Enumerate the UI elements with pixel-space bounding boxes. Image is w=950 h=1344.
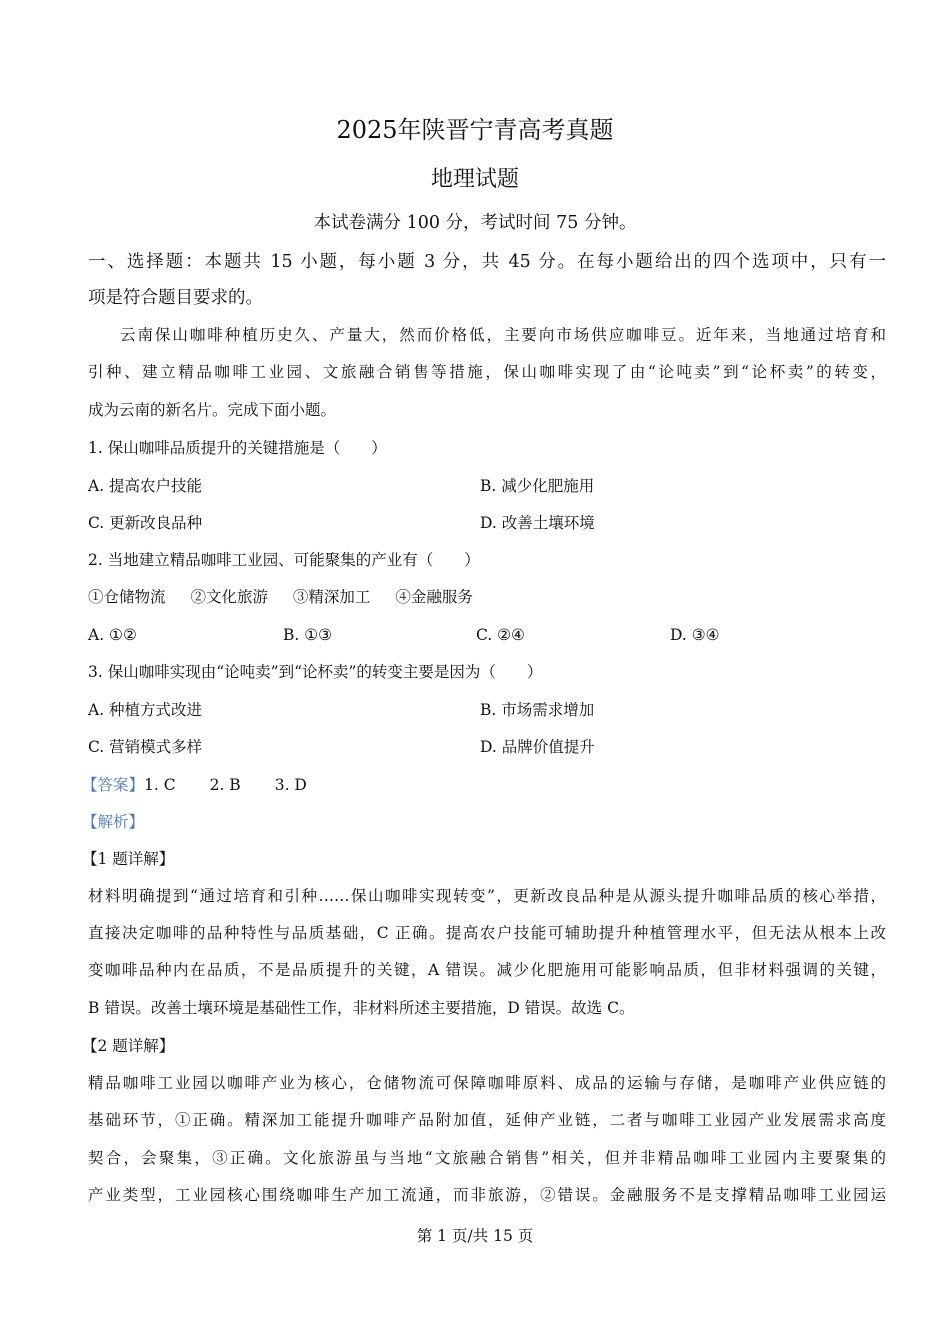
answer-line bbox=[82, 774, 307, 796]
detail-line: 材料明确提到“通过培育和引种……保山咖啡实现转变”，更新改良品种是从源头提升咖啡品质的核心举措， bbox=[88, 887, 886, 905]
q2-option-b: B. ①③ bbox=[283, 626, 333, 644]
q2-option-c: C. ②④ bbox=[476, 626, 525, 644]
q1-options-row bbox=[88, 475, 886, 497]
passage-line: 成为云南的新名片。完成下面小题。 bbox=[88, 401, 337, 419]
q1-option-b: B. 减少化肥施用 bbox=[480, 477, 595, 495]
page-title: 2025年陕晋宁青高考真题 bbox=[336, 116, 614, 144]
q3-option-b: B. 市场需求增加 bbox=[480, 701, 595, 719]
page-footer: 第 1 页/共 15 页 bbox=[416, 1227, 534, 1245]
q1-option-d: D. 改善土壤环境 bbox=[480, 514, 595, 532]
detail1-label: 【1 题详解】 bbox=[82, 850, 175, 868]
detail-line: 直接决定咖啡的品种特性与品质基础，C 正确。提高农户技能可辅助提升种植管理水平，但无法从根本上改 bbox=[88, 924, 886, 942]
q1-option-a: A. 提高农户技能 bbox=[88, 477, 203, 495]
analysis-label: 【解析】 bbox=[82, 813, 145, 831]
q2-option-a: A. ①② bbox=[88, 626, 137, 644]
q2-options-row bbox=[88, 624, 886, 646]
detail-line: 基础环节，①正确。精深加工能提升咖啡产品附加值，延伸产业链，二者与咖啡工业园产业发展需求高度 bbox=[88, 1111, 886, 1129]
answer-value: 1. C bbox=[144, 776, 176, 794]
q3-option-d: D. 品牌价值提升 bbox=[480, 738, 595, 756]
q3-option-a: A. 种植方式改进 bbox=[88, 701, 203, 719]
q3-options-row bbox=[88, 699, 886, 721]
subject-title: 地理试题 bbox=[430, 167, 519, 192]
q3-options-row bbox=[88, 736, 886, 758]
section-heading-line: 一、选择题：本题共 15 小题，每小题 3 分，共 45 分。在每小题给出的四个选项中，只有一 bbox=[88, 252, 886, 272]
detail-line: 契合，会聚集，③正确。文化旅游虽与当地“文旅融合销售”相关，但并非精品咖啡工业园内主要聚集的 bbox=[88, 1149, 886, 1167]
q2-item: ①仓储物流 bbox=[88, 588, 166, 606]
q2-items bbox=[88, 586, 473, 608]
detail-line: B 错误。改善土壤环境是基础性工作，非材料所述主要措施，D 错误。故选 C。 bbox=[88, 999, 635, 1017]
q2-item: ③精深加工 bbox=[292, 588, 371, 606]
answer-value: 3. D bbox=[274, 776, 307, 794]
q2-item: ④金融服务 bbox=[395, 588, 473, 606]
passage-line: 引种、建立精品咖啡工业园、文旅融合销售等措施，保山咖啡实现了由“论吨卖”到“论杯卖”的转变， bbox=[88, 363, 886, 381]
detail-line: 产业类型，工业园核心围绕咖啡生产加工流通，而非旅游，②错误。金融服务不是支撑精品咖啡工业园运 bbox=[88, 1186, 886, 1204]
q2-item: ②文化旅游 bbox=[190, 588, 268, 606]
section-heading-line: 项是符合题目要求的。 bbox=[88, 288, 263, 308]
detail-line: 变咖啡品种内在品质，不是品质提升的关键，A 错误。减少化肥施用可能影响品质，但非材料强调的关键， bbox=[88, 961, 886, 979]
q2-stem: 2. 当地建立精品咖啡工业园、可能聚集的产业有（ ） bbox=[88, 551, 480, 569]
detail-line: 精品咖啡工业园以咖啡产业为核心，仓储物流可保障咖啡原料、成品的运输与存储，是咖啡产业供应链的 bbox=[88, 1074, 886, 1092]
exam-info: 本试卷满分 100 分，考试时间 75 分钟。 bbox=[313, 213, 637, 233]
q1-option-c: C. 更新改良品种 bbox=[88, 514, 203, 532]
answer-label: 【答案】 bbox=[82, 776, 145, 794]
detail2-label: 【2 题详解】 bbox=[82, 1037, 175, 1055]
q3-option-c: C. 营销模式多样 bbox=[88, 738, 203, 756]
answer-value: 2. B bbox=[209, 776, 241, 794]
q1-options-row bbox=[88, 512, 886, 534]
q1-stem: 1. 保山咖啡品质提升的关键措施是（ ） bbox=[88, 439, 387, 457]
q3-stem: 3. 保山咖啡实现由“论吨卖”到“论杯卖”的转变主要是因为（ ） bbox=[88, 663, 543, 681]
q2-option-d: D. ③④ bbox=[670, 626, 720, 644]
passage-line: 云南保山咖啡种植历史久、产量大，然而价格低，主要向市场供应咖啡豆。近年来，当地通过培育和 bbox=[120, 326, 886, 344]
